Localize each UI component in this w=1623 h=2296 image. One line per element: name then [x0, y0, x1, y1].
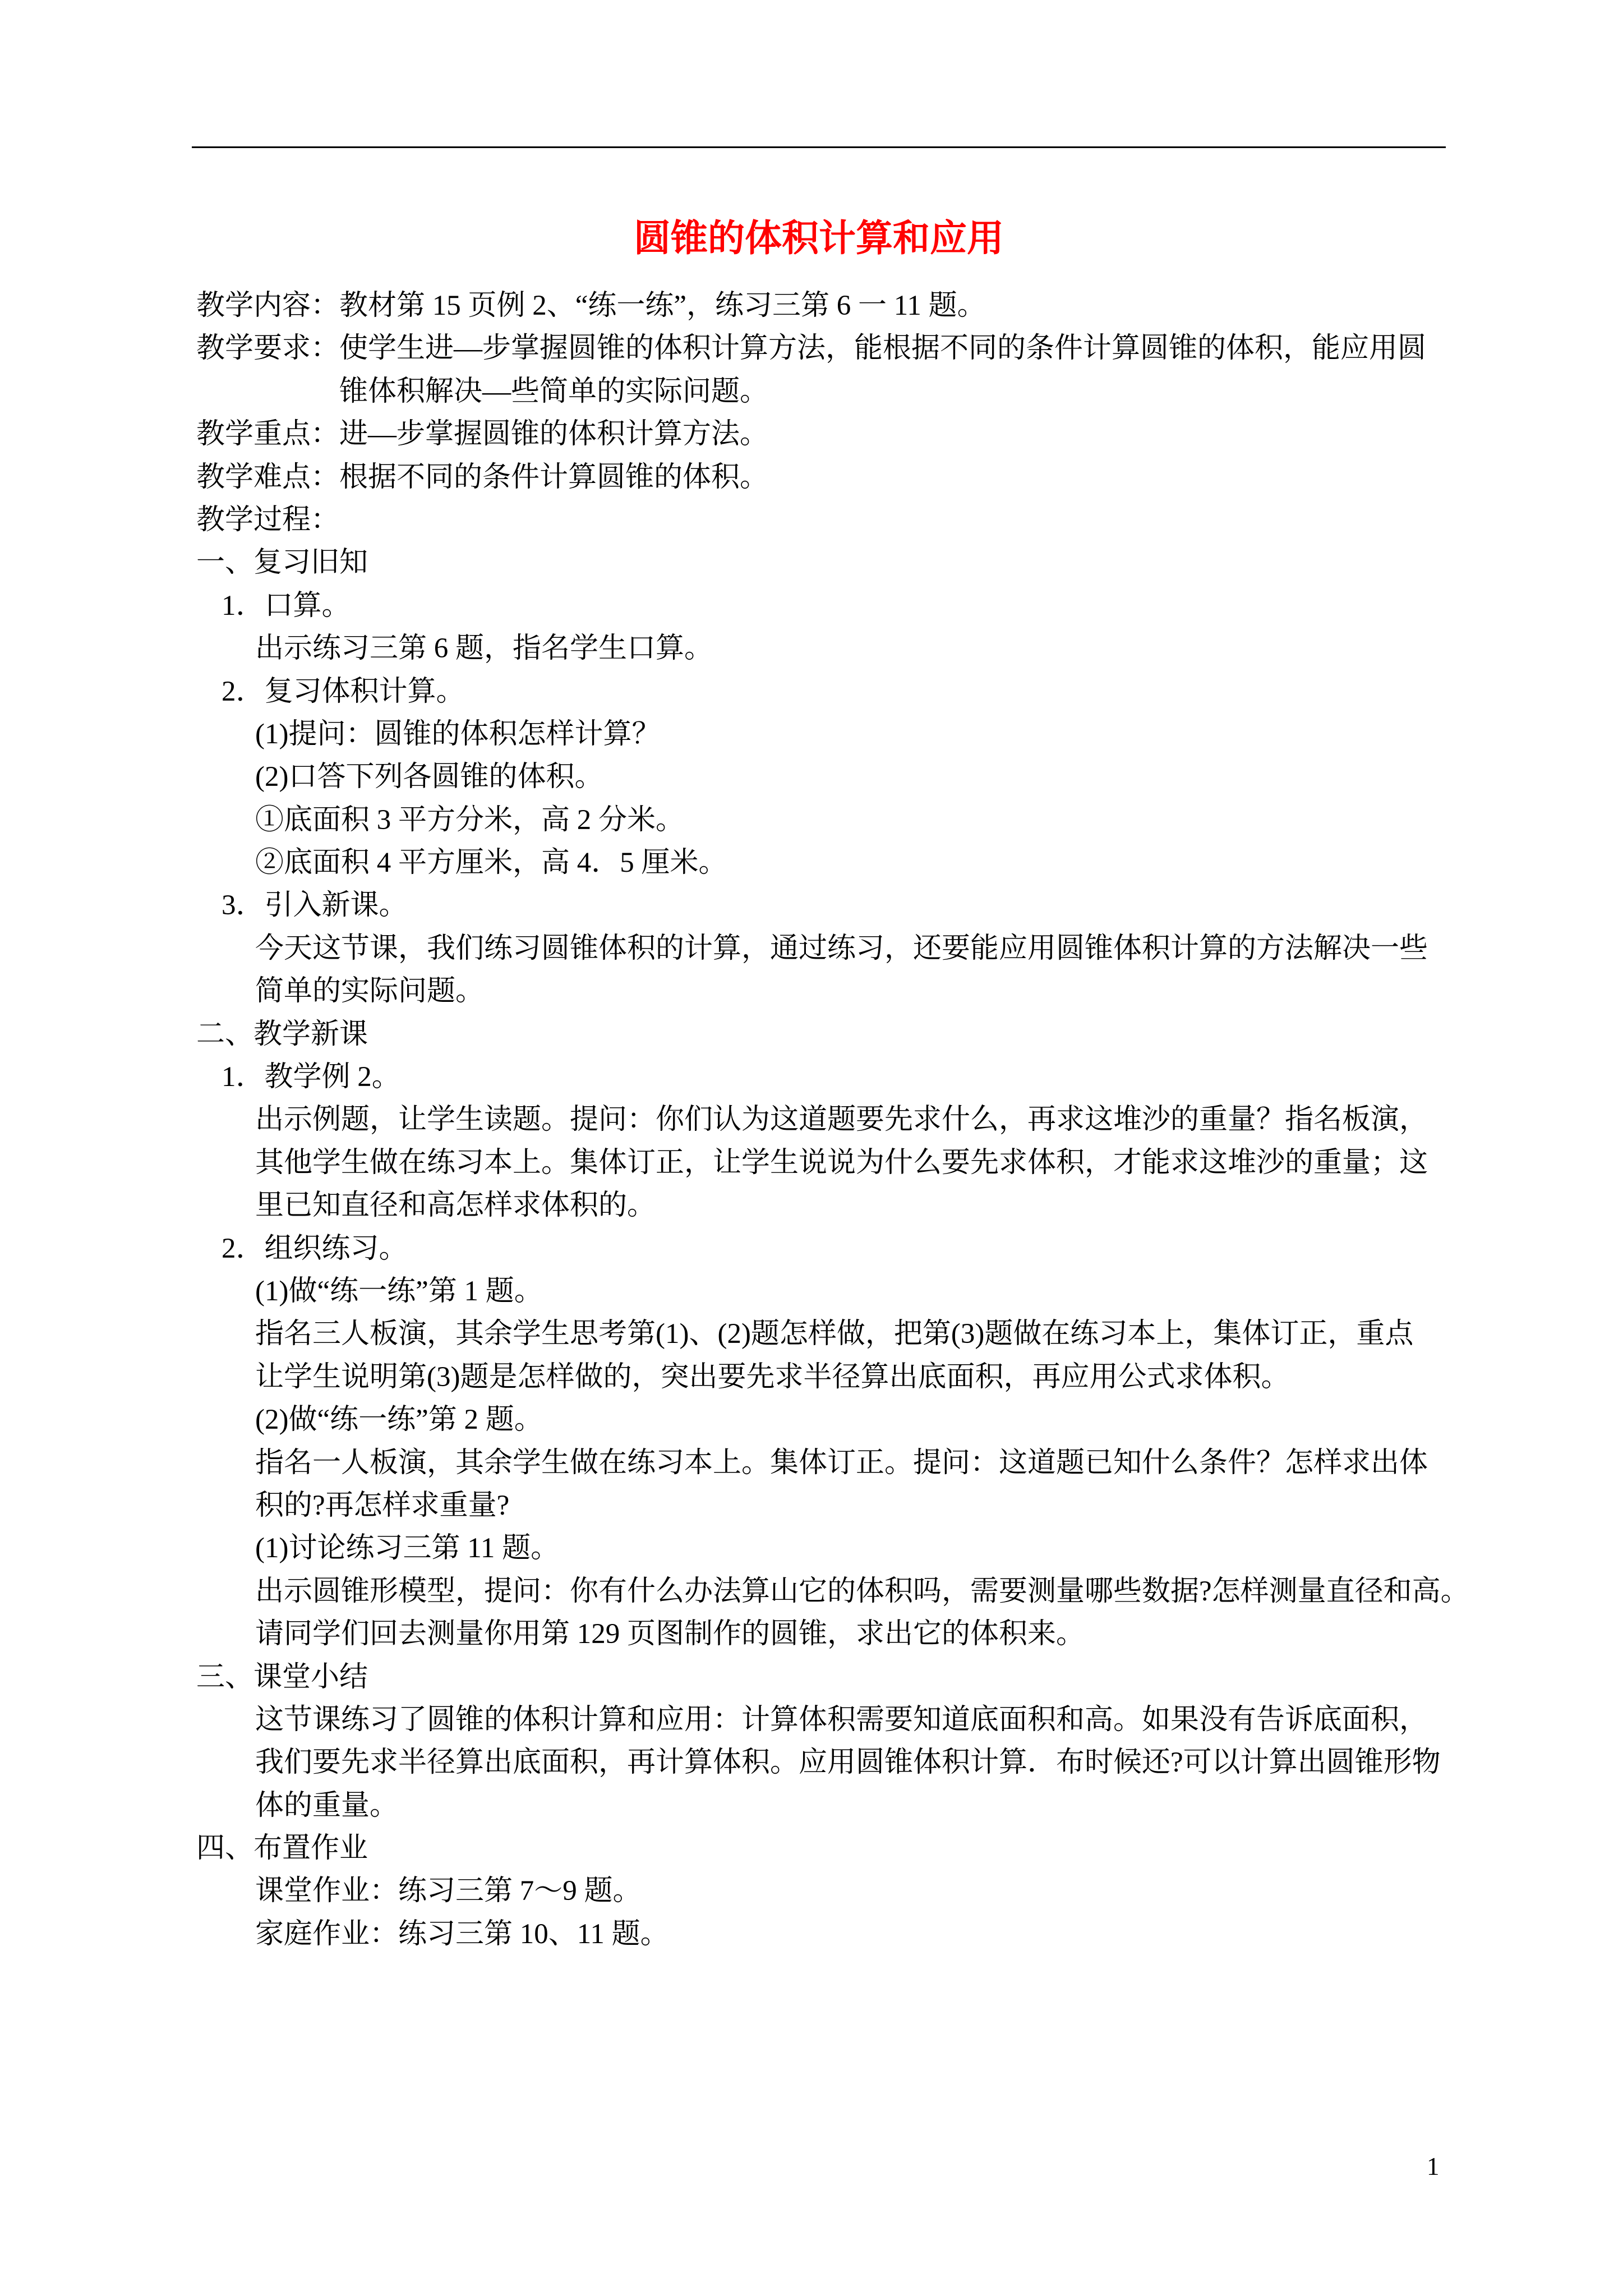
item-heading: 3．引入新课。	[222, 890, 408, 922]
meta-difficulty-label: 教学难点：	[196, 461, 340, 493]
meta-content-line	[196, 284, 1531, 327]
body-line: 其他学生做在练习本上。集体订正，让学生说说为什么要先求体积，才能求这堆沙的重量；这	[255, 1147, 1428, 1179]
body-line: 体的重量。	[255, 1789, 399, 1821]
meta-content-text: 教材第 15 页例 2、“练一练”，练习三第 6 一 11 题。	[339, 290, 986, 321]
body-line: (1)做“练一练”第 1 题。	[255, 1275, 543, 1307]
item-heading: 1．教学例 2。	[222, 1061, 400, 1093]
meta-requirements-text: 使学生进—步掌握圆锥的体积计算方法，能根据不同的条件计算圆锥的体积，能应用圆	[339, 333, 1427, 365]
page-title: 圆锥的体积计算和应用	[634, 218, 1004, 259]
body-line: 让学生说明第(3)题是怎样做的，突出要先求半径算出底面积，再应用公式求体积。	[255, 1361, 1290, 1393]
section-heading-review: 一、复习旧知	[196, 547, 368, 579]
meta-key-point-label: 教学重点：	[196, 418, 340, 450]
section-heading-homework: 四、布置作业	[196, 1833, 368, 1865]
body-line: 指名三人板演，其余学生思考第(1)、(2)题怎样做，把第(3)题做在练习本上，集体订正，重点	[255, 1318, 1414, 1350]
document-body	[196, 284, 1531, 1955]
body-line: 家庭作业：练习三第 10、11 题。	[255, 1918, 669, 1950]
body-line: 我们要先求半径算出底面积，再计算体积。应用圆锥体积计算．布时候还?可以计算出圆锥形物	[255, 1747, 1441, 1779]
page-number: 1	[1427, 2152, 1440, 2180]
meta-difficulty-text: 根据不同的条件计算圆锥的体积。	[339, 461, 769, 493]
meta-difficulty-line	[196, 456, 1531, 499]
body-line: (2)口答下列各圆锥的体积。	[255, 761, 603, 793]
body-line: 出示圆锥形模型，提问：你有什么办法算山它的体积吗，需要测量哪些数据?怎样测量直径和高。	[255, 1575, 1469, 1607]
body-line: (1)讨论练习三第 11 题。	[255, 1533, 560, 1565]
item-heading: 1．口算。	[222, 590, 351, 622]
meta-key-point-line	[196, 413, 1531, 455]
body-line: 出示例题，让学生读题。提问：你们认为这道题要先求什么，再求这堆沙的重量？指名板演，	[255, 1104, 1428, 1136]
body-line: 简单的实际问题。	[255, 976, 485, 1007]
meta-requirements-label: 教学要求：	[196, 333, 340, 365]
body-line: ②底面积 4 平方厘米，高 4．5 厘米。	[255, 847, 727, 879]
body-line: (1)提问：圆锥的体积怎样计算？	[255, 718, 661, 750]
body-line: 今天这节课，我们练习圆锥体积的计算，通过练习，还要能应用圆锥体积计算的方法解决一些	[255, 932, 1428, 964]
meta-process-label: 教学过程：	[196, 504, 340, 536]
item-heading: 2．组织练习。	[222, 1232, 408, 1264]
body-line: 出示练习三第 6 题，指名学生口算。	[255, 633, 713, 665]
body-line: ①底面积 3 平方分米，高 2 分米。	[255, 804, 685, 836]
meta-requirements-continuation: 锥体积解决—些简单的实际问题。	[339, 375, 769, 407]
item-heading: 2．复习体积计算。	[222, 675, 465, 707]
body-line: (2)做“练一练”第 2 题。	[255, 1404, 543, 1436]
body-line: 积的?再怎样求重量?	[255, 1489, 510, 1521]
body-line: 指名一人板演，其余学生做在练习本上。集体订正。提问：这道题已知什么条件？怎样求出体	[255, 1447, 1428, 1479]
meta-requirements-line	[196, 327, 1531, 370]
header-rule	[192, 146, 1446, 148]
body-line: 里已知直径和高怎样求体积的。	[255, 1190, 656, 1222]
body-line: 课堂作业：练习三第 7～9 题。	[255, 1875, 642, 1907]
section-heading-new-lesson: 二、教学新课	[196, 1018, 368, 1050]
section-heading-summary: 三、课堂小结	[196, 1661, 368, 1693]
meta-key-point-text: 进—步掌握圆锥的体积计算方法。	[339, 418, 769, 450]
meta-content-label: 教学内容：	[196, 290, 340, 321]
body-line: 这节课练习了圆锥的体积计算和应用：计算体积需要知道底面积和高。如果没有告诉底面积，	[255, 1704, 1428, 1736]
body-line: 请同学们回去测量你用第 129 页图制作的圆锥，求出它的体积来。	[255, 1618, 1085, 1650]
